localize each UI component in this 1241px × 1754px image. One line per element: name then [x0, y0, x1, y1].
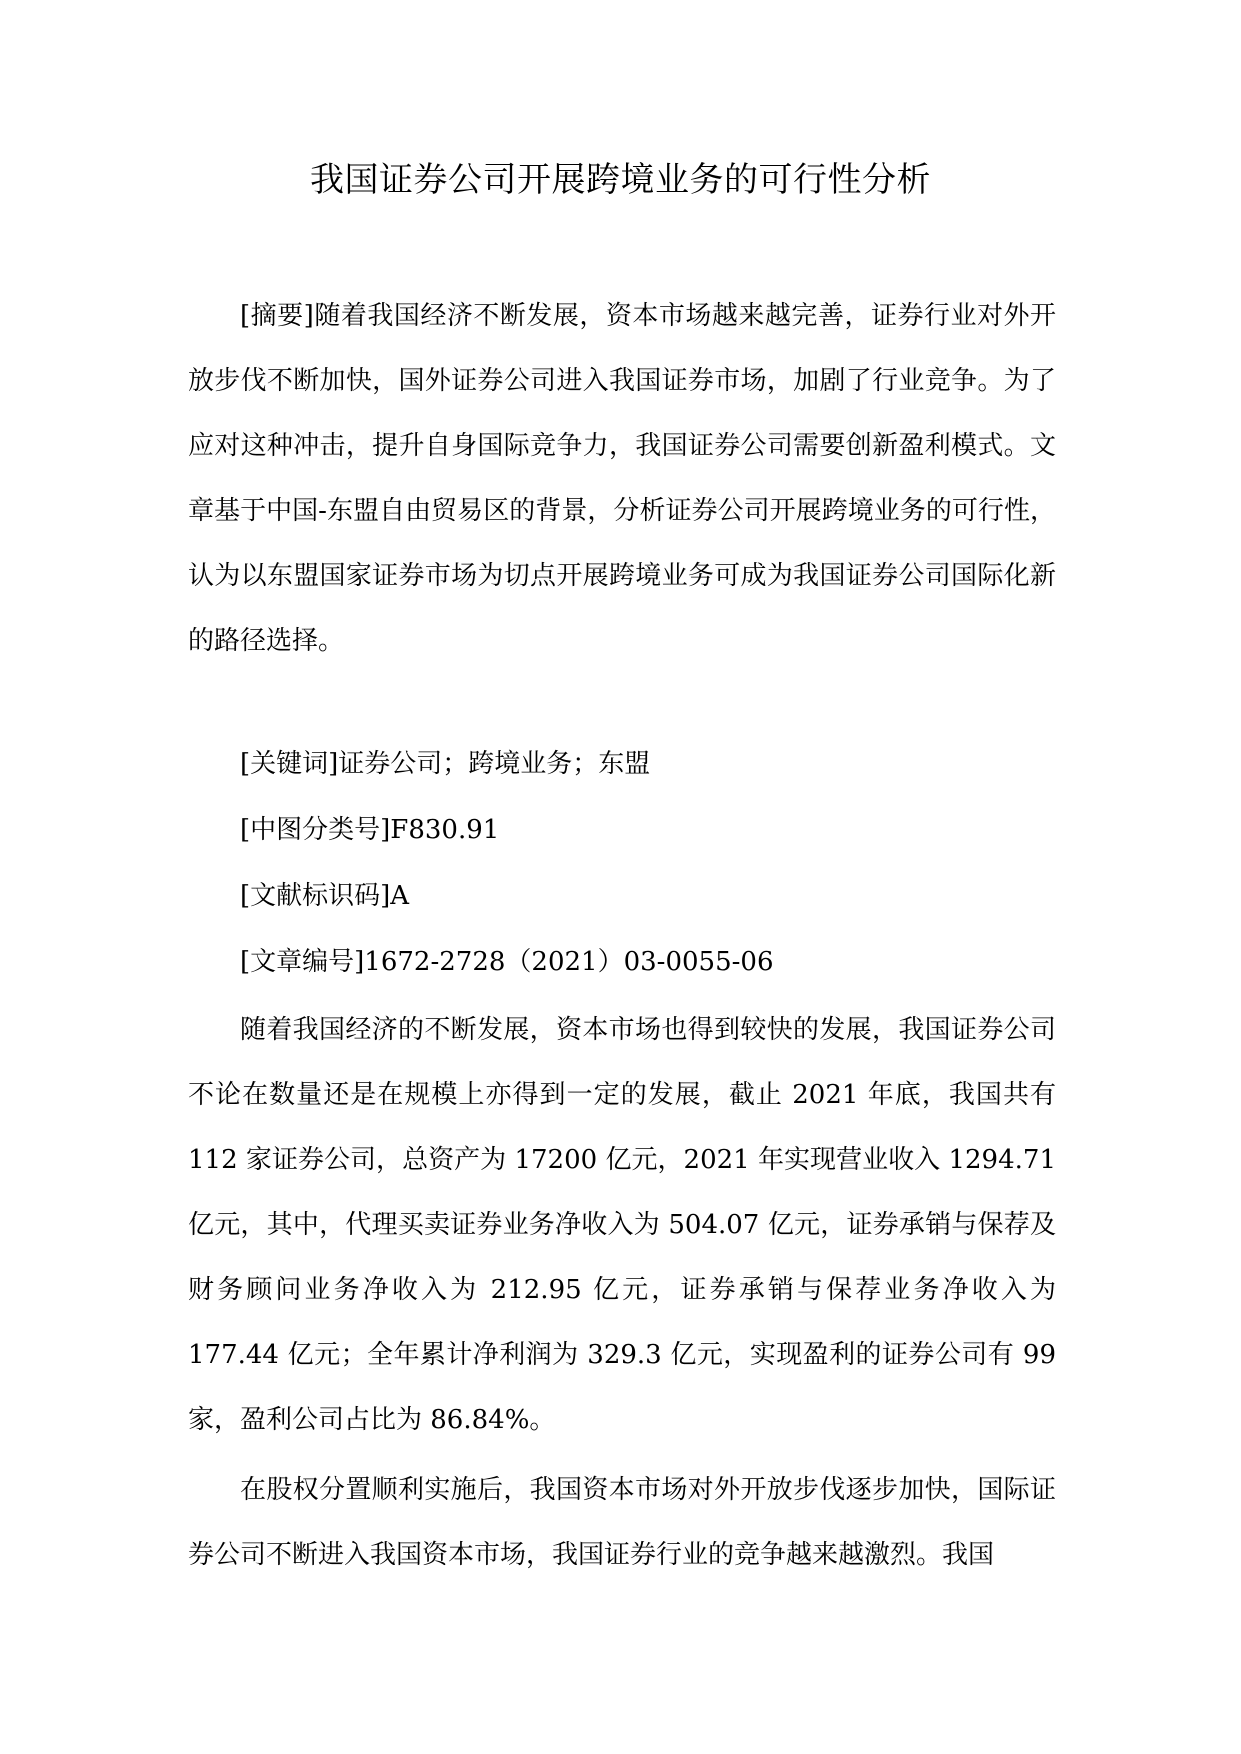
- document-code-line: [文献标识码]A: [240, 881, 410, 911]
- body-paragraph-2: 在股权分置顺利实施后，我国资本市场对外开放步伐逐步加快，国际证券公司不断进入我国资本市场，我国证券行业的竞争越来越激烈。我国: [188, 1475, 1056, 1570]
- clc-number-line: [中图分类号]F830.91: [240, 815, 500, 845]
- keywords-line: [关键词]证券公司；跨境业务；东盟: [240, 749, 651, 779]
- body-paragraph-1: 随着我国经济的不断发展，资本市场也得到较快的发展，我国证券公司不论在数量还是在规模上亦得到一定的发展，截止 2021 年底，我国共有 112 家证券公司，总资产为 17200 亿元，2021 年实现营业收入 1294.71 亿元，其中，代理买卖证券业务净收入为 504.07 亿元，证券承销与保荐及财务顾问业务净收入为 212.95 亿元，证券承销与保荐业务净收入为 177.44 亿元；全年累计净利润为 329.3 亿元，实现盈利的证券公司有 99 家，盈利公司占比为 86.84%。: [188, 1015, 1056, 1435]
- document-title: 我国证券公司开展跨境业务的可行性分析: [310, 160, 931, 200]
- abstract-paragraph: [摘要]随着我国经济不断发展，资本市场越来越完善，证券行业对外开放步伐不断加快，国外证券公司进入我国证券市场，加剧了行业竞争。为了应对这种冲击，提升自身国际竞争力，我国证券公司需要创新盈利模式。文章基于中国-东盟自由贸易区的背景，分析证券公司开展跨境业务的可行性，认为以东盟国家证券市场为切点开展跨境业务可成为我国证券公司国际化新的路径选择。: [188, 301, 1056, 656]
- article-number-line: [文章编号]1672-2728（2021）03-0055-06: [240, 947, 774, 977]
